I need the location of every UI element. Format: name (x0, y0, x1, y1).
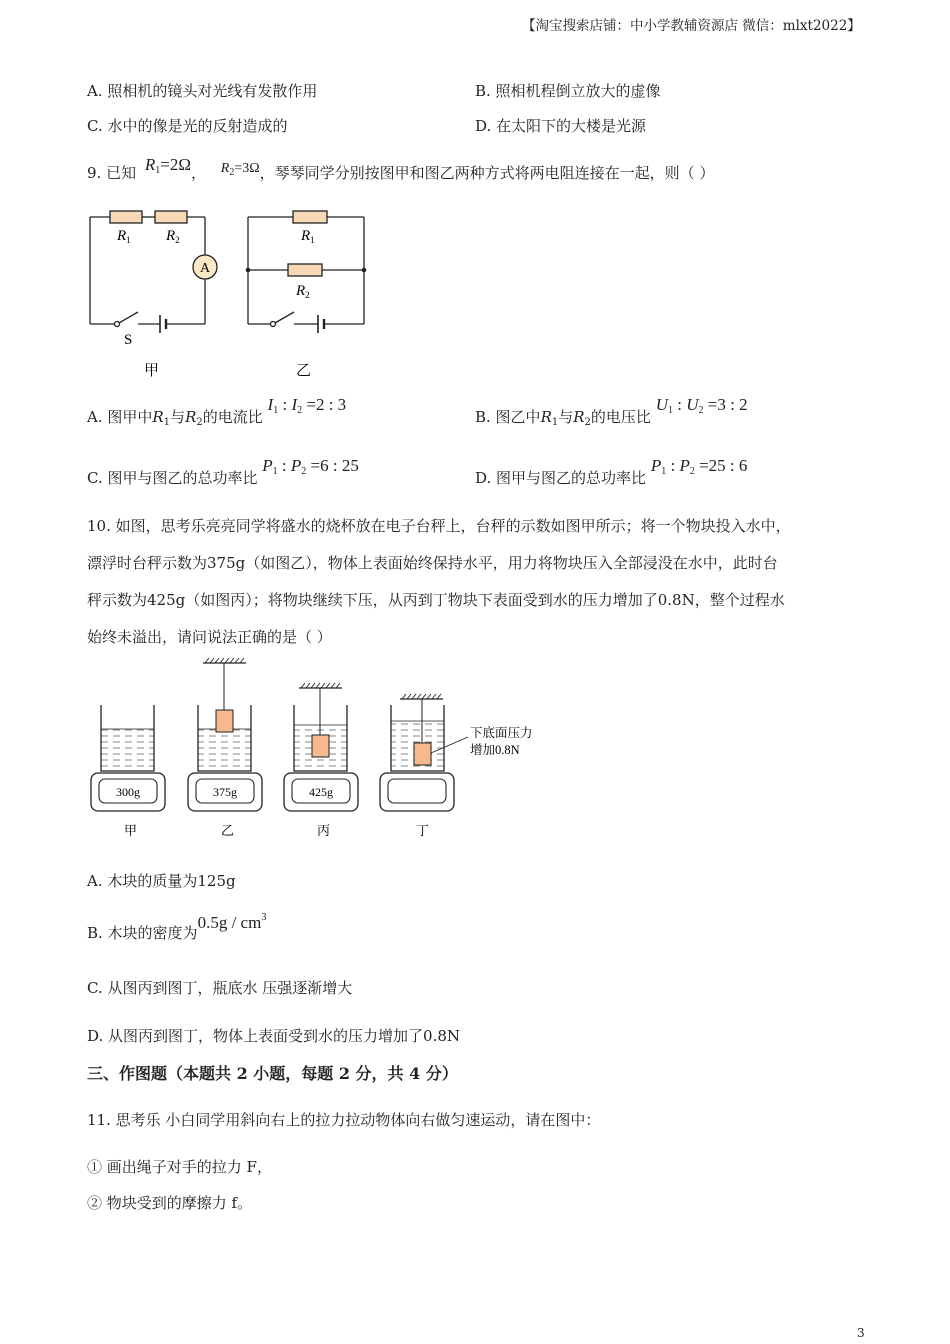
block-ding (414, 743, 431, 765)
label-bing: 丙 (317, 823, 331, 838)
q10-option-d: D. 从图丙到图丁，物体上表面受到水的压力增加了0.8N (87, 1027, 461, 1045)
q9-option-a: A. 图甲中$R_1$与$R_2$的电流比 $I_1$ : $I_2 =2$ : 3 (87, 395, 347, 428)
water-jia (101, 729, 154, 771)
ceiling-hatch-yi (205, 658, 244, 663)
junction-left (246, 268, 251, 273)
water-yi (198, 729, 251, 771)
label-r1-jia: $R_1$ (117, 228, 131, 245)
setup-ding (380, 694, 533, 838)
setup-yi (188, 658, 262, 838)
label-r2-yi: $R_2$ (296, 283, 310, 300)
q11-item-2: ② 物块受到的摩擦力 f。 (87, 1194, 253, 1212)
switch-yi (275, 312, 294, 323)
q10-line-2: 漂浮时台秤示数为375g（如图乙），物体上表面始终保持水平，用力将物块压入全部浸没在水中，此时台 (87, 554, 778, 572)
section-3-title: 三、作图题（本题共 2 小题，每题 2 分，共 4 分） (87, 1064, 458, 1083)
q10-beaker-figure (88, 655, 558, 845)
label-ding: 丁 (416, 823, 430, 838)
q9-circuit-figure (80, 200, 390, 385)
q10-option-a: A. 木块的质量为125g (87, 872, 236, 890)
q10-option-c: C. 从图丙到图丁，瓶底水 压强逐渐增大 (87, 979, 353, 997)
annotation-line-2: 增加0.8N (470, 743, 520, 757)
q8-option-c: C. 水中的像是光的反射造成的 (87, 117, 288, 135)
q8-option-d: D. 在太阳下的大楼是光源 (475, 117, 647, 135)
q9-stem: 9. 已知 $R_1=2\Omega$， $R_2=3\Omega$，琴琴同学分别按图甲和图乙两种方式将两电阻连接在一起，则（ ） (87, 155, 715, 182)
fig-label-yi: 乙 (296, 363, 312, 379)
resistor-r2-jia (155, 211, 187, 223)
resistor-r2-yi (288, 264, 322, 276)
ceiling-hatch-ding (402, 694, 441, 699)
resistor-r1-jia (110, 211, 142, 223)
switch-pivot-yi (271, 322, 276, 327)
junction-right (362, 268, 367, 273)
resistor-r1-yi (293, 211, 327, 223)
q11-stem: 11. 思考乐 小白同学用斜向右上的拉力拉动物体向右做匀速运动，请在图中： (87, 1111, 601, 1129)
q10-line-3: 秤示数为425g（如图丙）；将物块继续下压，从丙到丁物块下表面受到水的压力增加了0.8N，整个过程水 (87, 591, 785, 609)
q9-r2-formula: $R_2=3\Omega$ (220, 161, 260, 178)
setup-bing (284, 683, 358, 838)
ammeter-label: A (199, 261, 211, 276)
switch-pivot-jia (115, 322, 120, 327)
q8-option-a: A. 照相机的镜头对光线有发散作用 (87, 82, 318, 100)
block-bing (312, 735, 329, 757)
q9-prefix: 9. 已知 (87, 164, 137, 182)
scale-reading-jia: 300g (116, 785, 140, 799)
circuit-jia (90, 211, 217, 333)
switch-jia (119, 312, 138, 323)
q10-line-4: 始终未溢出，请问说法正确的是（ ） (87, 628, 332, 646)
switch-label: S (124, 332, 133, 348)
label-jia: 甲 (124, 823, 138, 838)
label-r2-jia: $R_2$ (166, 228, 180, 245)
q9-r1-formula: $R_1=2\Omega$ (144, 155, 191, 176)
q9-option-b: B. 图乙中$R_1$与$R_2$的电压比 $U_1$ : $U_2 =3$ : 2 (475, 395, 748, 428)
q8-option-b: B. 照相机程倒立放大的虚像 (475, 82, 661, 100)
annotation-line-1: 下底面压力 (470, 726, 533, 740)
label-r1-yi: $R_1$ (301, 228, 315, 245)
q9-suffix: ，琴琴同学分别按图甲和图乙两种方式将两电阻连接在一起，则（ ） (259, 164, 715, 182)
q10-option-b: B. 木块的密度为$0.5g / cm^3$ (87, 912, 267, 942)
q10-line-1: 10. 如图，思考乐亮亮同学将盛水的烧杯放在电子台秤上，台秤的示数如图甲所示；将一个物块投入水中， (87, 517, 791, 535)
scale-reading-bing: 425g (309, 785, 333, 799)
scale-display-ding (388, 779, 446, 803)
block-yi (216, 710, 233, 732)
scale-reading-yi: 375g (213, 785, 237, 799)
setup-jia (91, 705, 165, 838)
q9-option-c: C. 图甲与图乙的总功率比 $P_1$ : $P_2 =6$ : 25 (87, 456, 359, 487)
fig-label-jia: 甲 (144, 363, 160, 379)
label-yi: 乙 (221, 823, 235, 838)
page-number: 3 (857, 1326, 865, 1340)
ceiling-hatch-bing (301, 683, 340, 688)
q11-item-1: ① 画出绳子对手的拉力 F， (87, 1158, 272, 1176)
page-header: 【淘宝搜索店铺：中小学教辅资源店 微信：mlxt2022】 (522, 18, 861, 34)
q9-option-d: D. 图甲与图乙的总功率比 $P_1$ : $P_2 =25$ : 6 (475, 456, 748, 487)
